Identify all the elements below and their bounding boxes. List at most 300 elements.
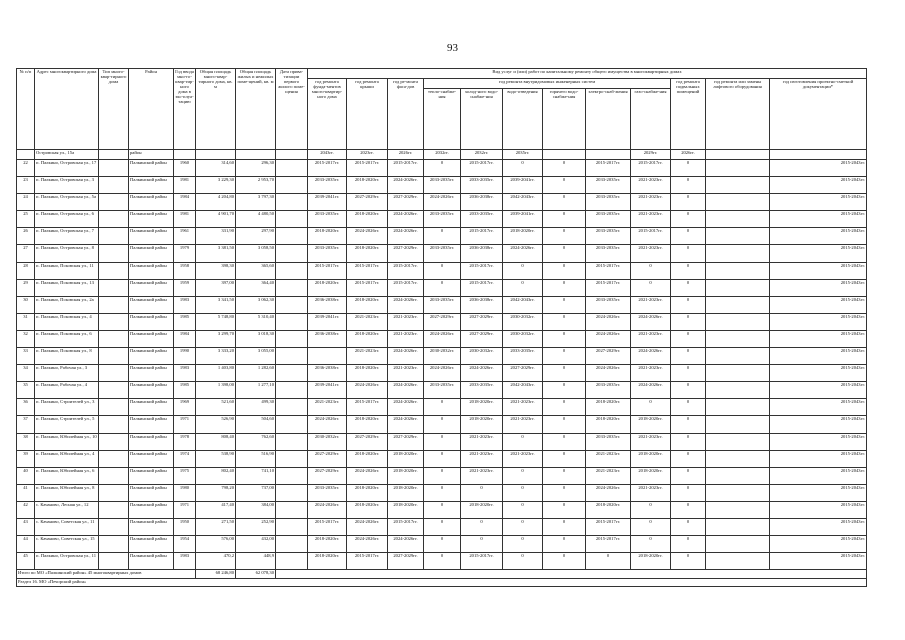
cell-residential-area: 5 310,40 [236, 313, 276, 330]
cell-facade: 2018-2020гг. [388, 501, 424, 518]
cell-sewer: 2024-2026гг. [503, 245, 543, 262]
cell-address: п. Палкино, Псковская ул., 6 [35, 330, 99, 347]
cell-sewer: 0 [503, 484, 543, 501]
cell-type [99, 245, 129, 262]
cell-district: Палкинский район [129, 262, 174, 279]
cell-design-docs: 2015-2043гг. [770, 553, 867, 570]
cell-roof: 2018-2020гг. [347, 211, 388, 228]
cell-gas: 0 [631, 518, 671, 535]
totals-label: Итого по МО «Палкинский район» 45 многоквартирных домов [17, 570, 196, 579]
cell-roof: 2015-2017гг. [347, 279, 388, 296]
cell-total-area: 3 333,20 [196, 348, 236, 365]
cell-facade: 2015-2017гг. [388, 262, 424, 279]
cell-heat: 0 [424, 536, 461, 553]
cell-privatization [276, 279, 308, 296]
header-gas: газо-снабже-ния [631, 89, 671, 150]
header-privatization: Дата прива-тизации первого жилого поме-щения [276, 69, 308, 150]
cell-heat: 2030-2032гг. [424, 348, 461, 365]
header-services-group: Вид услуг и (или) работ по капитальному ремонту общего имущества в многоквартирных домах [308, 69, 867, 79]
cell-foundation [308, 348, 347, 365]
cell-electric: 2015-2017гг. [586, 518, 631, 535]
cell-roof: 2024-2026гг. [347, 382, 388, 399]
cell-gas: 2021-2023гг. [631, 245, 671, 262]
cell-cold-water: 2015-2017гг. [461, 553, 503, 570]
cell-foundation: 2033-2035гг. [308, 245, 347, 262]
cell-residential-area: 1 282,60 [236, 365, 276, 382]
cell-elevator [706, 365, 770, 382]
cell-privatization [276, 296, 308, 313]
cell-total-area: 1 398,00 [196, 382, 236, 399]
cell-num: 40 [17, 467, 35, 484]
cell-type [99, 228, 129, 245]
cell-type [99, 433, 129, 450]
cell-total-area: 538,90 [196, 450, 236, 467]
cell-cold-water: 2021-2023гг. [461, 433, 503, 450]
cell-elevator [706, 382, 770, 399]
cell-basement: 0 [671, 416, 706, 433]
table-row [17, 484, 867, 501]
cell-roof: 2027-2029гг. [347, 433, 388, 450]
cell-elevator [706, 160, 770, 177]
cell-cold-water: 2018-2020гг. [461, 501, 503, 518]
cell-type [99, 313, 129, 330]
cell-electric: 2018-2020гг. [586, 501, 631, 518]
cell-residential-area: 762,60 [236, 433, 276, 450]
cell-residential-area: 3 018,30 [236, 330, 276, 347]
cell-foundation: 2036-2038гг. [308, 296, 347, 313]
cell-gas: 0 [631, 501, 671, 518]
cell-privatization [276, 553, 308, 570]
cell-foundation: 2039-2041гг. [308, 313, 347, 330]
cell-sewer: 2021-2023гг. [503, 416, 543, 433]
cell-residential-area: 432,00 [236, 536, 276, 553]
cell-district: Палкинский район [129, 194, 174, 211]
cell-facade: 2021-2023гг. [388, 313, 424, 330]
cell-num: 41 [17, 484, 35, 501]
cell-sewer: 0 [503, 279, 543, 296]
cell-elevator [706, 416, 770, 433]
cell-num: 39 [17, 450, 35, 467]
cell-electric: 2018-2020гг. [586, 416, 631, 433]
cell-electric: 2015-2017гг. [586, 160, 631, 177]
cell-residential-area: 4 480,50 [236, 211, 276, 228]
cell-year: 1954 [174, 536, 196, 553]
cell-design-docs: 2015-2043гг. [770, 501, 867, 518]
cell-hot-water: 0 [543, 536, 586, 553]
cell-hot-water: 0 [543, 228, 586, 245]
cell-elevator [706, 330, 770, 347]
cell-type [99, 160, 129, 177]
cell-electric: 2033-2035гг. [586, 245, 631, 262]
cell-type [99, 416, 129, 433]
cell-facade: 2024-2026гг. [388, 382, 424, 399]
cell-heat: 0 [424, 433, 461, 450]
cell-privatization [276, 228, 308, 245]
cell-type [99, 365, 129, 382]
cell-sewer: 2021-2023гг. [503, 399, 543, 416]
cell-cold-water: 2032гг. [461, 150, 503, 160]
cell-heat: 2033-2035гг. [424, 296, 461, 313]
cell-residential-area: 3 062,30 [236, 296, 276, 313]
table-row-continued [17, 150, 867, 160]
cell-year: 1959 [174, 279, 196, 296]
cell-sewer: 0 [503, 501, 543, 518]
cell-cold-water: 2024-2026гг. [461, 365, 503, 382]
cell-hot-water: 0 [543, 382, 586, 399]
cell-heat: 0 [424, 416, 461, 433]
cell-gas: 2021-2023гг. [631, 484, 671, 501]
cell-electric: 2033-2035гг. [586, 194, 631, 211]
cell-foundation: 2015-2017гг. [308, 518, 347, 535]
cell-hot-water: 0 [543, 348, 586, 365]
cell-privatization [276, 177, 308, 194]
cell-facade: 2018-2020гг. [388, 467, 424, 484]
cell-facade: 2021-2023гг. [388, 330, 424, 347]
cell-total-area: 331,90 [196, 228, 236, 245]
cell-roof: 2018-2020гг. [347, 177, 388, 194]
cell-district: Палкинский район [129, 553, 174, 570]
cell-hot-water: 0 [543, 553, 586, 570]
cell-heat: 2033-2035гг. [424, 211, 461, 228]
cell-facade: 2027-2029гг. [388, 245, 424, 262]
cell-cold-water: 2021-2023гг. [461, 450, 503, 467]
cell-total-area: 4 901,70 [196, 211, 236, 228]
cell-gas: 2021-2023гг. [631, 365, 671, 382]
cell-year: 1975 [174, 467, 196, 484]
cell-type [99, 518, 129, 535]
cell-privatization [276, 467, 308, 484]
cell-roof: 2018-2020гг. [347, 365, 388, 382]
cell-address: п. Палкино, Строителей ул., 5 [35, 416, 99, 433]
cell-sewer: 2039-2041гг. [503, 177, 543, 194]
cell-design-docs: 2015-2043гг. [770, 467, 867, 484]
header-design-docs: год изготовления проектно-сметной документации* [770, 79, 867, 150]
totals-residential-area: 62 078,30 [236, 570, 276, 579]
cell-basement: 0 [671, 399, 706, 416]
cell-year: 1958 [174, 262, 196, 279]
cell-elevator [706, 467, 770, 484]
cell-electric: 2033-2035гг. [586, 433, 631, 450]
table-row [17, 296, 867, 313]
cell-hot-water: 0 [543, 330, 586, 347]
cell-electric: 2024-2026гг. [586, 330, 631, 347]
cell-gas: 2021-2023гг. [631, 296, 671, 313]
cell-electric: 2033-2035гг. [586, 382, 631, 399]
cell-address: п. Палкино, Островская ул., 5а [35, 194, 99, 211]
cell-residential-area: 741,10 [236, 467, 276, 484]
table-row [17, 399, 867, 416]
cell-roof: 2021-2023гг. [347, 313, 388, 330]
cell-cold-water: 2018-2020гг. [461, 416, 503, 433]
cell-heat: 2033-2035гг. [424, 382, 461, 399]
cell-design-docs: 2015-2043гг. [770, 279, 867, 296]
cell-facade: 2024-2026гг. [388, 348, 424, 365]
cell-num: 22 [17, 160, 35, 177]
cell-total-area: 526,90 [196, 416, 236, 433]
cell-foundation: 2033-2035гг. [308, 177, 347, 194]
cell-district: Палкинский район [129, 296, 174, 313]
cell-cold-water: 2036-2038гг. [461, 245, 503, 262]
cell-residential-area: 448,9 [236, 553, 276, 570]
cell-sewer: 2033-2035гг. [503, 348, 543, 365]
cell-basement: 0 [671, 365, 706, 382]
cell-electric: 2033-2035гг. [586, 177, 631, 194]
cell-elevator [706, 177, 770, 194]
cell-gas: 2018-2020гг. [631, 467, 671, 484]
cell-hot-water: 0 [543, 433, 586, 450]
cell-heat: 2032гг. [424, 150, 461, 160]
cell-district: Палкинский район [129, 518, 174, 535]
cell-num: 28 [17, 262, 35, 279]
cell-residential-area: 516,90 [236, 450, 276, 467]
cell-cold-water: 2015-2017гг. [461, 262, 503, 279]
cell-type [99, 553, 129, 570]
cell-year: 1960 [174, 160, 196, 177]
cell-heat: 0 [424, 279, 461, 296]
cell-residential-area: 252,90 [236, 518, 276, 535]
cell-design-docs: 2015-2043гг. [770, 177, 867, 194]
cell-basement: 0 [671, 450, 706, 467]
cell-elevator [706, 450, 770, 467]
cell-privatization [276, 348, 308, 365]
cell-privatization [276, 484, 308, 501]
cell-cold-water: 2027-2029гг. [461, 330, 503, 347]
cell-residential-area: 384,00 [236, 501, 276, 518]
cell-facade: 2027-2029гг. [388, 553, 424, 570]
cell-hot-water: 0 [543, 194, 586, 211]
cell-district: район [129, 150, 174, 160]
cell-num: 31 [17, 313, 35, 330]
cell-design-docs: 2015-2043гг. [770, 450, 867, 467]
cell-roof: 2015-2017гг. [347, 553, 388, 570]
cell-year: 1985 [174, 313, 196, 330]
table-row [17, 553, 867, 570]
cell-heat: 0 [424, 160, 461, 177]
cell-type [99, 450, 129, 467]
cell-district: Палкинский район [129, 382, 174, 399]
cell-privatization [276, 365, 308, 382]
table-row [17, 194, 867, 211]
cell-hot-water: 0 [543, 313, 586, 330]
cell-gas: 2021-2023гг. [631, 433, 671, 450]
cell-gas: 2021-2023гг. [631, 194, 671, 211]
cell-gas: 2024-2026гг. [631, 382, 671, 399]
cell-heat: 0 [424, 553, 461, 570]
cell-privatization [276, 433, 308, 450]
cell-elevator [706, 211, 770, 228]
table-row [17, 348, 867, 365]
cell-foundation: 2018-2020гг. [308, 228, 347, 245]
cell-electric: 2015-2017гг. [586, 536, 631, 553]
cell-design-docs: 2015-2043гг. [770, 518, 867, 535]
cell-facade: 2021-2023гг. [388, 365, 424, 382]
cell-roof: 2021-2023гг. [347, 348, 388, 365]
cell-design-docs: 2015-2043гг. [770, 348, 867, 365]
cell-elevator [706, 194, 770, 211]
cell-hot-water [543, 150, 586, 160]
cell-sewer: 2039-2041гг. [503, 211, 543, 228]
cell-basement: 0 [671, 518, 706, 535]
table-row [17, 416, 867, 433]
cell-hot-water: 0 [543, 399, 586, 416]
cell-num: 32 [17, 330, 35, 347]
cell-facade: 2024-2026гг. [388, 177, 424, 194]
cell-hot-water: 0 [543, 365, 586, 382]
cell-gas: 2021-2023гг. [631, 177, 671, 194]
cell-sewer: 2030-2032гг. [503, 330, 543, 347]
cell-total-area: 5 748,80 [196, 313, 236, 330]
cell-facade: 2027-2029гг. [388, 194, 424, 211]
cell-total-area: 802,40 [196, 467, 236, 484]
cell-district: Палкинский район [129, 433, 174, 450]
cell-total-area: 314,60 [196, 160, 236, 177]
cell-total-area: 417,40 [196, 501, 236, 518]
cell-heat: 0 [424, 484, 461, 501]
cell-basement: 2026гг. [671, 150, 706, 160]
cell-gas: 0 [631, 536, 671, 553]
cell-address: п. Палкино, Островская ул., 3 [35, 177, 99, 194]
cell-foundation: 2024-2026гг. [308, 416, 347, 433]
cell-basement: 0 [671, 467, 706, 484]
cell-sewer: 0 [503, 262, 543, 279]
cell-district: Палкинский район [129, 467, 174, 484]
cell-privatization [276, 450, 308, 467]
cell-address: с. Качаново, Советская ул., 15 [35, 536, 99, 553]
cell-design-docs: 2015-2043гг. [770, 330, 867, 347]
cell-hot-water: 0 [543, 211, 586, 228]
cell-type [99, 296, 129, 313]
cell-privatization [276, 160, 308, 177]
cell-total-area: 3 341,50 [196, 296, 236, 313]
cell-privatization [276, 313, 308, 330]
cell-num: 30 [17, 296, 35, 313]
cell-residential-area: 3 797,30 [236, 194, 276, 211]
cell-total-area: 4 204,80 [196, 194, 236, 211]
cell-electric: 2024-2026гг. [586, 365, 631, 382]
cell-address: п. Палкино, Островская ул., 7 [35, 228, 99, 245]
cell-foundation: 2039-2041гг. [308, 194, 347, 211]
header-year: Год ввода мно-го-квар-тир-ного дома в экс-плуа-тацию [174, 69, 196, 150]
cell-num: 38 [17, 433, 35, 450]
header-systems-group: год ремонта внутридомовых инженерных систем [424, 79, 671, 89]
section-row [17, 579, 867, 587]
cell-foundation: 2015-2017гг. [308, 262, 347, 279]
cell-sewer: 0 [503, 553, 543, 570]
cell-sewer: 2027-2029гг. [503, 365, 543, 382]
cell-type [99, 211, 129, 228]
cell-total-area: 798,20 [196, 484, 236, 501]
cell-year: 1981 [174, 211, 196, 228]
cell-total-area: 1 403,80 [196, 365, 236, 382]
cell-residential-area: 296,30 [236, 160, 276, 177]
cell-electric [586, 150, 631, 160]
cell-foundation: 2027-2029гг. [308, 467, 347, 484]
cell-type [99, 399, 129, 416]
header-num: № п/п [17, 69, 35, 150]
cell-facade: 2026гг. [388, 150, 424, 160]
cell-privatization [276, 330, 308, 347]
cell-facade: 2024-2026гг. [388, 228, 424, 245]
cell-hot-water: 0 [543, 501, 586, 518]
cell-elevator [706, 262, 770, 279]
cell-roof: 2024-2026гг. [347, 467, 388, 484]
cell-cold-water: 0 [461, 484, 503, 501]
table-row [17, 536, 867, 553]
cell-privatization [276, 245, 308, 262]
cell-district: Палкинский район [129, 501, 174, 518]
cell-address: п. Палкино, Псковская ул., 11 [35, 262, 99, 279]
cell-design-docs: 2015-2043гг. [770, 365, 867, 382]
cell-gas: 2029гг. [631, 150, 671, 160]
cell-elevator [706, 228, 770, 245]
cell-facade: 2015-2017гг. [388, 518, 424, 535]
cell-elevator [706, 518, 770, 535]
cell-type [99, 330, 129, 347]
cell-address: с. Качаново, Лесная ул., 12 [35, 501, 99, 518]
cell-basement: 0 [671, 536, 706, 553]
cell-type [99, 484, 129, 501]
cell-facade: 2024-2026гг. [388, 211, 424, 228]
cell-foundation: 2027-2029гг. [308, 450, 347, 467]
cell-privatization [276, 194, 308, 211]
cell-heat: 0 [424, 467, 461, 484]
cell-type [99, 536, 129, 553]
cell-cold-water: 0 [461, 518, 503, 535]
cell-electric: 2033-2035гг. [586, 296, 631, 313]
cell-elevator [706, 399, 770, 416]
cell-design-docs: 2015-2043гг. [770, 536, 867, 553]
cell-num: 23 [17, 177, 35, 194]
cell-basement: 0 [671, 262, 706, 279]
cell-cold-water: 2036-2038гг. [461, 296, 503, 313]
cell-gas: 0 [631, 399, 671, 416]
cell-num: 33 [17, 348, 35, 365]
cell-roof: 2023гг. [347, 150, 388, 160]
cell-cold-water: 2015-2017гг. [461, 279, 503, 296]
cell-hot-water: 0 [543, 296, 586, 313]
cell-roof: 2018-2020гг. [347, 501, 388, 518]
cell-electric: 2015-2017гг. [586, 262, 631, 279]
cell-foundation: 2033-2035гг. [308, 211, 347, 228]
cell-sewer: 0 [503, 433, 543, 450]
table-row [17, 177, 867, 194]
cell-gas: 2018-2020гг. [631, 553, 671, 570]
cell-foundation: 2024-2026гг. [308, 501, 347, 518]
cell-elevator [706, 296, 770, 313]
cell-privatization [276, 399, 308, 416]
cell-foundation: 2018-2020гг. [308, 279, 347, 296]
cell-basement: 0 [671, 553, 706, 570]
header-foundation: год ремонта фунда-ментов много-квартир-ного дома [308, 79, 347, 150]
cell-basement: 0 [671, 348, 706, 365]
cell-address: п. Палкино, Юбилейная ул., 6 [35, 467, 99, 484]
cell-address: п. Палкино, Островская ул., 6 [35, 211, 99, 228]
cell-cold-water: 2015-2017гг. [461, 160, 503, 177]
cell-residential-area: 737,00 [236, 484, 276, 501]
cell-residential-area: 504,60 [236, 416, 276, 433]
cell-facade: 2015-2017гг. [388, 279, 424, 296]
cell-basement: 0 [671, 228, 706, 245]
cell-year: 1983 [174, 365, 196, 382]
cell-heat: 0 [424, 501, 461, 518]
cell-foundation: 2015-2017гг. [308, 160, 347, 177]
cell-heat: 2033-2035гг. [424, 177, 461, 194]
cell-sewer: 0 [503, 467, 543, 484]
cell-district: Палкинский район [129, 228, 174, 245]
table-row [17, 501, 867, 518]
cell-facade: 2018-2020гг. [388, 484, 424, 501]
cell-basement: 0 [671, 313, 706, 330]
